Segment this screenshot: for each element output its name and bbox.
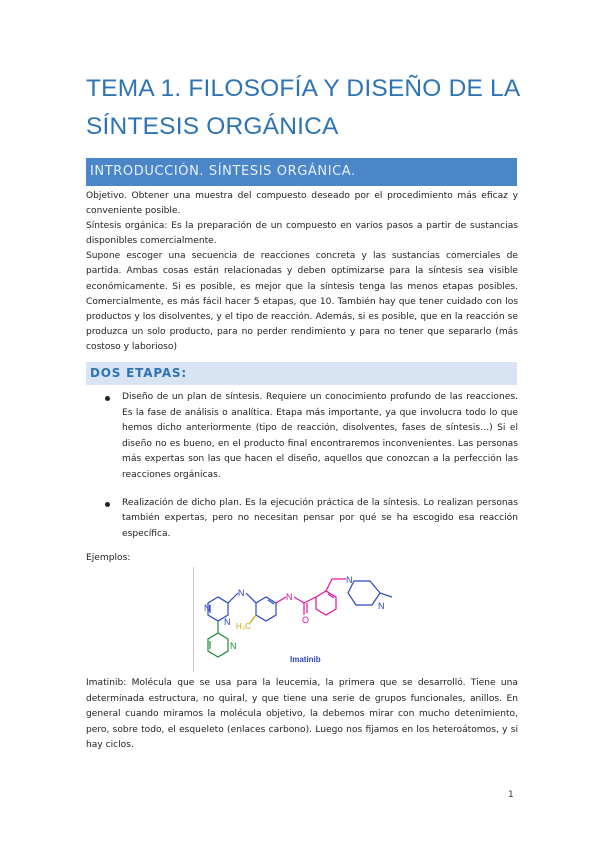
intro-paragraph-sequence: Supone escoger una secuencia de reacciones concreta y las sustancias comerciales de partida. Ambas cosas están relacionadas y deben optimizarse para la síntesis sea visible económicamente. Si es posible, es mejor que la síntesis tenga las menos etapas posibles. Comercialmente, es más fácil hacer 5 etapas, que 10. También hay que tener cuidado con los productos y los disolventes, y el tipo de reacción. Además, si es posible, que en la reacción se produzca un solo producto, para no perder rendimiento y para no tener que separarlo (más costoso y laborioso) — [86, 251, 518, 352]
atom-label-n: N — [286, 592, 293, 602]
list-item — [86, 496, 518, 543]
methylphenyl-ring — [256, 597, 276, 621]
figure-caption: Imatinib — [290, 655, 321, 664]
atom-label-o: O — [302, 615, 310, 625]
page-title: TEMA 1. FILOSOFÍA Y DISEÑO DE LA SÍNTESIS ORGÁNICA — [86, 75, 520, 140]
piperazine-ring — [348, 581, 392, 605]
intro-paragraph-objective: Objetivo. Obtener una muestra del compuesto deseado por el procedimiento más eficaz y conveniente posible. — [86, 191, 518, 217]
atom-label-n: N — [224, 617, 231, 627]
imatinib-paragraph: Imatinib: Molécula que se usa para la leucemia, la primera que se desarrolló. Tiene una determinada estructura, no quiral, y que tiene una serie de grupos funcionales, anillos. En general cuando miramos la molécula objetivo, la debemos mirar con mucho detenimiento, pero, sobre todo, el esqueleto (enlaces carbono). Luego nos fijamos en los heteroátomos, y si hay ciclos. — [86, 678, 518, 751]
imatinib-structure-figure — [193, 567, 419, 672]
atom-label-n: N — [204, 603, 211, 613]
atom-label-n: N — [378, 601, 385, 611]
list-item — [86, 390, 518, 484]
intro-text — [86, 189, 518, 355]
subheading-bar — [86, 362, 517, 385]
examples-label: Ejemplos: — [86, 553, 131, 563]
intro-paragraph-definition: Síntesis orgánica: Es la preparación de un compuesto en varios pasos a partir de sustancias disponibles comercialmente. — [86, 221, 518, 247]
subheading: DOS ETAPAS: — [90, 366, 187, 380]
atom-label-n: N — [238, 588, 245, 598]
stages-list — [86, 390, 518, 554]
bullet-icon — [105, 502, 110, 507]
list-item-text: Realización de dicho plan. Es la ejecución práctica de la síntesis. Lo realizan personas también expertas, pero no necesitan pensar por qué se ha escogido esa reacción específica. — [122, 497, 518, 539]
list-item-text: Diseño de un plan de síntesis. Requiere un conocimiento profundo de las reacciones. Es la fase de análisis o analítica. Etapa más importante, ya que involucra todo lo que hemos dicho anteriormente (tipo de reacción, disolventes, fases de síntesis…) Si el diseño no es bueno, en el producto final encontraremos inconvenientes. Las personas más expertas son las que hacen el diseño, aquellos que conozcan a la perfección las reacciones orgánicas. — [122, 392, 518, 480]
atom-label-n: N — [230, 641, 237, 651]
atom-label-n: N — [346, 575, 353, 585]
atom-label-methyl: H₃C — [236, 622, 251, 631]
bullet-icon — [105, 396, 110, 401]
page-number: 1 — [508, 790, 514, 800]
section-heading: INTRODUCCIÓN. SÍNTESIS ORGÁNICA. — [90, 164, 356, 179]
section-heading-bar — [86, 158, 517, 186]
benzyl-ring — [316, 579, 346, 615]
